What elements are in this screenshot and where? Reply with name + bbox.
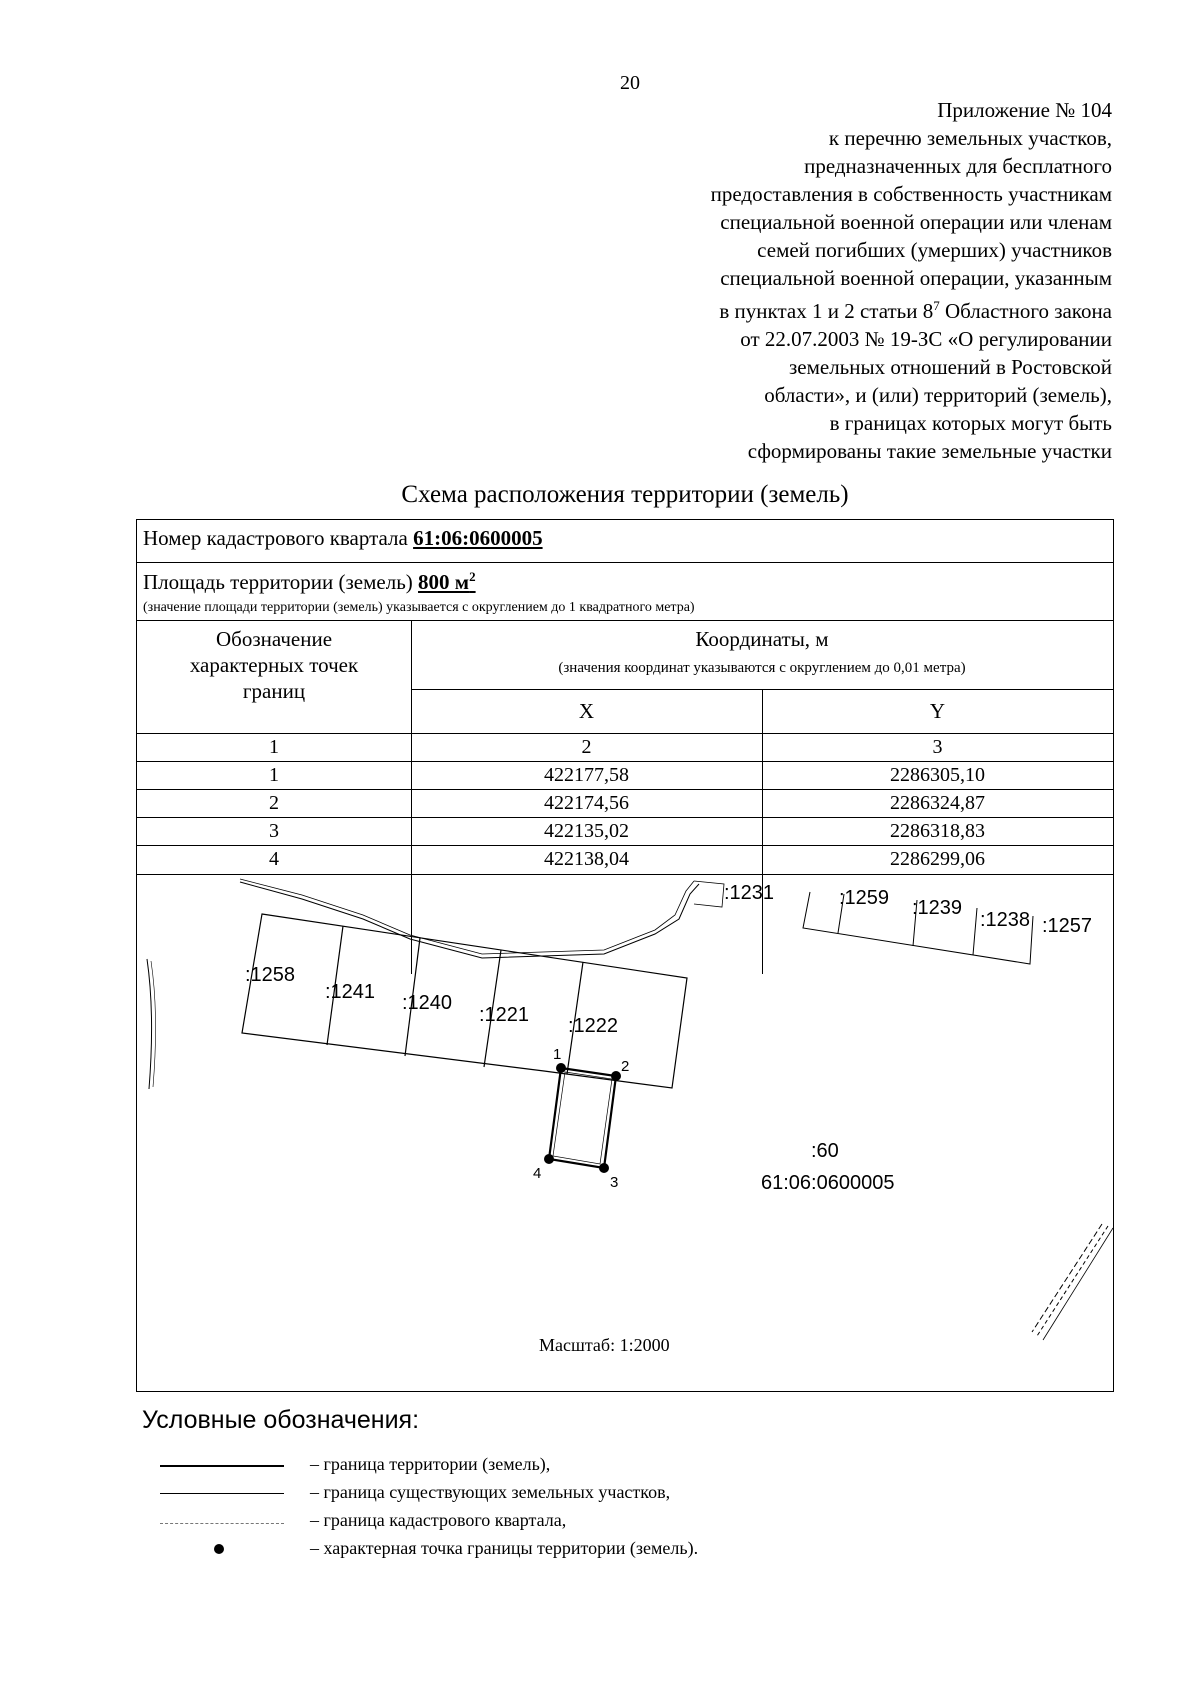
block-boundary-dashed [1032,1224,1102,1332]
parcel-label: :1259 [839,887,890,909]
legend-item [150,1482,950,1510]
parcel-label: :1240 [402,992,453,1014]
coord-x: 422138,04 [544,848,629,870]
point-label: 4 [533,1165,542,1182]
territory-boundary [549,1068,616,1168]
header-coordinates-note: (значения координат указываются с округлением до 0,01 метра) [558,660,966,676]
boundary-point-3 [599,1163,609,1173]
parcel-label: :1221 [479,1004,530,1026]
parcel-label: :1257 [1042,915,1093,937]
appendix-line: семей погибших (умерших) участников [757,238,1112,262]
appendix-line [711,292,1112,325]
cadastral-block-label: 61:06:0600005 [761,1172,895,1194]
coord-x: 422177,58 [544,764,629,786]
divider [411,689,1113,690]
appendix-line: предоставления в собственность участникам [710,182,1112,206]
appendix-line: специальной военной операции или членам [720,210,1112,234]
article-superscript: 7 [933,298,940,313]
header-y: Y [929,699,946,723]
divider [137,620,1113,621]
appendix-line: области», и (или) территорий (земель), [764,383,1112,407]
area-row [143,569,476,595]
parcel-label: :1238 [980,909,1031,931]
parcel-label: :1241 [325,981,376,1003]
header-points: Обозначение характерных точек границ [189,627,359,703]
point-label: 3 [610,1174,619,1191]
appendix-line-tail: Областного закона [939,299,1112,323]
block-boundary-dashed [1037,1226,1108,1336]
legend-block-dashed-line [160,1523,284,1524]
cadastral-block-label: Номер кадастрового квартала [143,526,408,550]
legend-parcel-line [160,1493,284,1494]
legend-text: – граница существующих земельных участков, [310,1482,671,1502]
column-number: 1 [269,736,279,758]
page-number: 20 [620,72,640,94]
appendix-line: Приложение № 104 [937,98,1112,122]
column-number: 3 [932,736,943,758]
legend-item [150,1538,950,1566]
legend-point-dot [214,1544,224,1554]
boundary-point-4 [544,1154,554,1164]
legend-text: – граница кадастрового квартала, [310,1510,567,1530]
parcel-divider [973,908,977,955]
boundary-point-2 [611,1071,621,1081]
coord-x: 422174,56 [544,792,629,814]
appendix-header [711,96,1112,465]
area-unit-sup: 2 [469,569,476,584]
legend-text: – граница территории (земель), [310,1454,551,1474]
appendix-line: сформированы такие земельные участки [747,439,1112,463]
point-id: 1 [269,764,279,786]
cadastral-block-row [143,526,543,551]
header-coordinates: Координаты, м [695,627,829,651]
coord-x: 422135,02 [544,820,629,842]
appendix-line: специальной военной операции, указанным [720,266,1112,290]
divider [137,733,1113,734]
coord-y: 2286299,06 [890,848,985,870]
area-label: Площадь территории (земель) [143,570,413,594]
point-id: 4 [269,848,279,870]
legend-item [150,1510,950,1538]
territory-boundary-inner [553,1072,612,1164]
block-boundary [1043,1228,1113,1340]
parcel-label: :1258 [245,964,296,986]
coord-y: 2286324,87 [890,792,985,814]
point-id: 3 [269,820,279,842]
area-value [418,570,476,594]
legend-item [150,1454,950,1482]
appendix-line: в границах которых могут быть [829,411,1112,435]
legend-title: Условные обозначения: [142,1406,420,1434]
legend-territory-line [160,1465,284,1467]
scheme-frame [136,519,1114,1392]
column-number: 2 [581,736,592,758]
point-label: 1 [553,1046,562,1063]
point-id: 2 [269,792,279,814]
map-scale: Масштаб: 1:2000 [539,1335,670,1355]
road-line [240,879,694,954]
scheme-title: Схема расположения территории (земель) [401,481,849,508]
area-value-text: 800 м [418,570,470,594]
divider [137,562,1113,563]
appendix-line: предназначенных для бесплатного [804,154,1112,178]
road-line [240,882,699,958]
land-category-label: :60 [811,1140,839,1162]
appendix-line: от 22.07.2003 № 19-ЗС «О регулировании [740,327,1112,351]
parcel-label: :1222 [568,1015,619,1037]
coord-y: 2286318,83 [890,820,985,842]
divider [137,817,1113,818]
coord-y: 2286305,10 [890,764,985,786]
parcel-label: :1239 [912,897,963,919]
appendix-line: к перечню земельных участков, [828,126,1112,150]
terrain-line [147,959,152,1089]
legend-text: – характерная точка границы территории (земель). [310,1538,699,1558]
area-note: (значение площади территории (земель) указывается с округлением до 1 квадратного метра) [143,600,695,615]
boundary-point-1 [556,1063,566,1073]
appendix-line: земельных отношений в Ростовской [788,355,1112,379]
cadastral-block-value: 61:06:0600005 [413,526,543,550]
parcel-label: :1231 [724,882,775,904]
header-x: X [578,699,595,723]
cadastral-map [137,874,1113,1392]
divider [137,789,1113,790]
appendix-line-text: в пунктах 1 и 2 статьи 8 [719,299,934,323]
divider [137,845,1113,846]
point-label: 2 [621,1058,630,1075]
divider [137,761,1113,762]
